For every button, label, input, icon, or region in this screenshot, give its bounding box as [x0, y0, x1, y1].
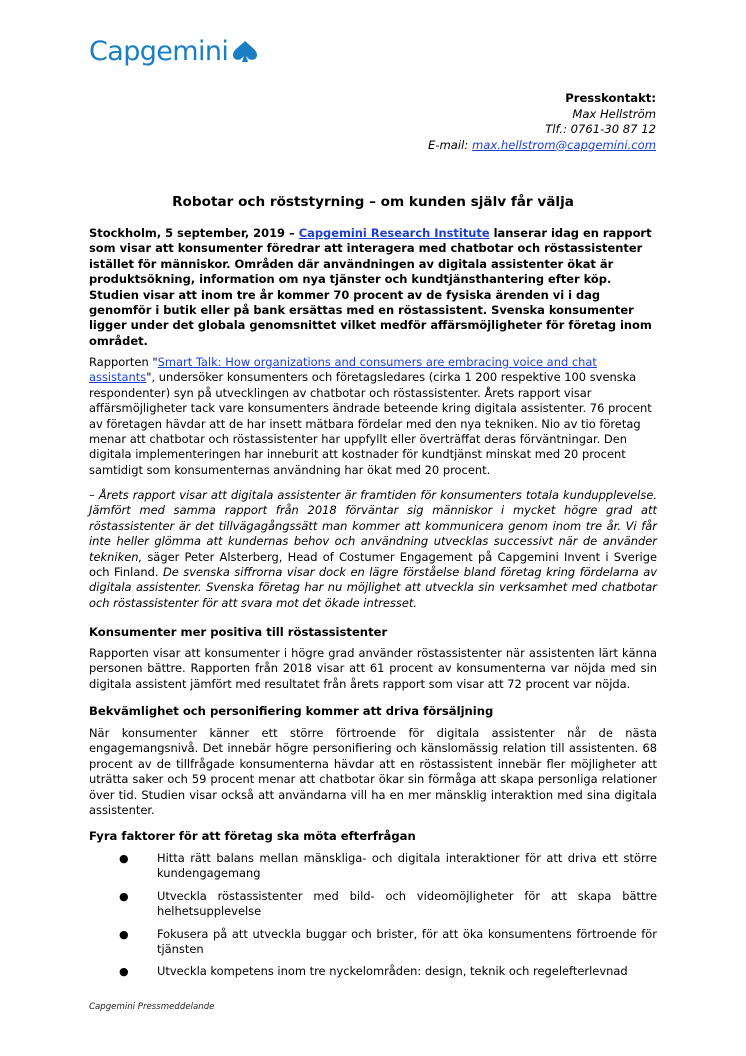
list-item: [89, 964, 657, 979]
report-prefix: Rapporten ": [89, 355, 158, 369]
spade-icon: [230, 39, 260, 63]
press-contact-heading: Presskontakt:: [565, 91, 656, 105]
lead-dateline: Stockholm, 5 september, 2019 –: [89, 226, 299, 240]
press-contact: [428, 91, 656, 153]
contact-email-row: [428, 138, 656, 154]
list-item-text: Utveckla kompetens inom tre nyckelområden: design, teknik och regelefterlevnad: [157, 964, 628, 979]
page-footer: Capgemini Pressmeddelande: [89, 1002, 215, 1012]
list-item-text: Fokusera på att utveckla buggar och brister, för att öka konsumentens förtroende för tjänsten: [157, 926, 657, 957]
report-text: ", undersöker konsumenters och företagsledares (cirka 1 200 respektive 100 svenska respondenter) syn på utvecklingen av chatbotar och röstassistenter. Årets rapport visar affärsmöjligheter tack vare konsumenters ändrade beteende kring digitala assistenter. 76 procent av företagen hävdar att de har insett mätbara fördelar med den nya tekniken. Nio av tio företag menar att chatbotar och röstassistenter har uppfyllt eller överträffat deras förväntningar. Den digitala implementeringen har inneburit att kostnader för kundtjänst minskat med 20 procent samtidigt som konsumenternas användning har ökat med 20 procent.: [89, 370, 652, 477]
list-item-text: Utveckla röstassistenter med bild- och videomöjligheter för att skapa bättre helhetsupplevelse: [157, 888, 657, 919]
section-text-consumers: Rapporten visar att konsumenter i högre grad använder röstassistenter när assistenten lärt känna personen bättre. Rapporten från 2018 visar att 61 procent av konsumenterna var nöjda med sin digitala assistent jämfört med resultatet från årets rapport som visar att 72 procent var nöjda.: [89, 646, 657, 691]
contact-name: Max Hellström: [572, 106, 656, 121]
quote-italic-part1: – Årets rapport visar att digitala assistenter är framtiden för konsumenters totala kundupplevelse. Jämfört med samma rapport från 2018 förväntar sig människor i mycket högre grad att röstassistenter är det tillvägagångssätt man kommer att kommunicera genom inom tre år. Vi får inte heller glömma att kundernas behov och användning utvecklas successivt när de använder tekniken,: [89, 488, 657, 564]
bullet-icon: ●: [119, 889, 129, 903]
quote-attribution: säger Peter Alsterberg, Head of Costumer Engagement på Capgemini Invent i Sverige och Finland.: [89, 549, 657, 580]
capgemini-logo: [89, 38, 260, 65]
bullet-icon: ●: [119, 965, 129, 979]
email-label: E-mail:: [427, 137, 469, 152]
lead-text: lanserar idag en rapport som visar att konsumenter föredrar att interagera med chatbotar och röstassistenter istället för människor. Områden där användningen av digitala assistenter ökat är produktsökning, information om nya tjänster och kundtjänsthantering efter köp. Studien visar att inom tre år kommer 70 procent av de fysiska ärenden vi i dag genomför i butik eller på bank ersättas med en röstassistent. Svenska konsumenter ligger under det globala genomsnittet vilket medför affärsmöjligheter för företag inom området.: [89, 226, 652, 348]
list-item: [89, 851, 657, 882]
report-paragraph: [89, 355, 657, 478]
list-item: [89, 927, 657, 958]
contact-phone: Tlf.: 0761-30 87 12: [545, 122, 656, 136]
section-heading-factors: Fyra faktorer för att företag ska möta efterfrågan: [89, 829, 416, 843]
press-release-title: Robotar och röststyrning – om kunden själv får välja: [172, 194, 574, 210]
email-link[interactable]: max.hellstrom@capgemini.com: [471, 137, 656, 152]
report-link[interactable]: Smart Talk: How organizations and consumers are embracing voice and chat assistants: [89, 355, 597, 385]
section-heading-convenience: Bekvämlighet och personifiering kommer att driva försäljning: [89, 704, 494, 718]
lead-paragraph: [89, 226, 657, 349]
bullet-icon: ●: [119, 927, 129, 941]
quote-paragraph: [89, 488, 657, 611]
quote-italic-part2: De svenska siffrorna visar dock en lägre förståelse bland företag kring fördelarna av digitala assistenter. Svenska företag har nu möjlighet att utveckla sin verksamhet med chatbotar och röstassistenter för att svara mot det ökade intresset.: [89, 565, 657, 610]
factors-list: [89, 851, 657, 987]
section-text-convenience: När konsumenter känner ett större förtroende för digitala assistenter når de nästa engagemangsnivå. Det innebär högre personifiering och känslomässig relation till assistenten. 68 procent av de tillfrågade konsumenterna hävdar att en röstassistent innebär fler möjligheter att uträtta saker och 59 procent menar att chatbotar ökar sin förmåga att skapa personliga relationer över tid. Studien visar också att användarna vill ha en mer mänsklig interaktion med sina digitala assistenter.: [89, 726, 657, 818]
bullet-icon: ●: [119, 852, 129, 865]
list-item: [89, 889, 657, 920]
section-heading-consumers: Konsumenter mer positiva till röstassistenter: [89, 625, 388, 639]
research-institute-link[interactable]: Capgemini Research Institute: [298, 226, 490, 240]
list-item-text: Hitta rätt balans mellan mänskliga- och digitala interaktioner för att driva ett större kundengagemang: [157, 851, 657, 881]
logo-wordmark: Capgemini: [89, 36, 229, 67]
